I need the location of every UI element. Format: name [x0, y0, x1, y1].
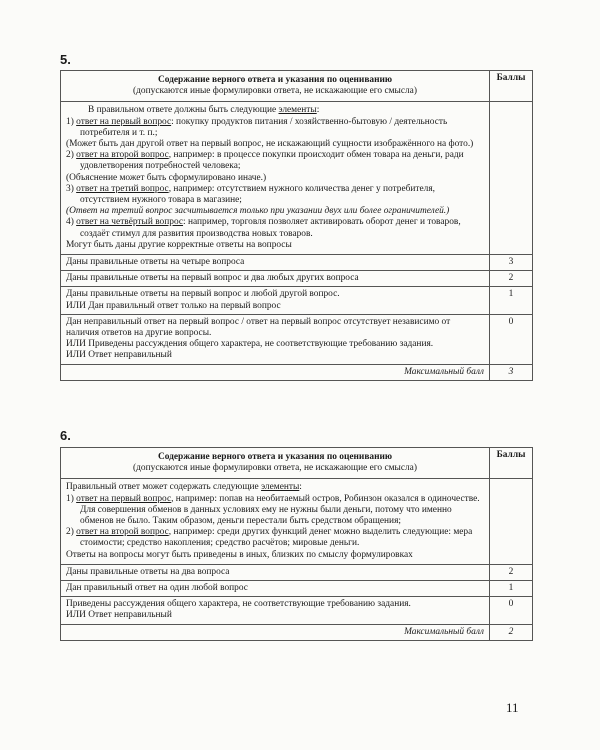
criteria-row: Дан неправильный ответ на первый вопрос / ответ на первый вопрос отсутствует независимо от наличия ответов на другие вопросы. ИЛИ Приведены рассуждения общего характера, не соответствующие требованию задания. ИЛИ Ответ неправильный 0 — [61, 314, 533, 364]
max-score-label: Максимальный балл — [61, 624, 490, 640]
table-header — [61, 71, 490, 102]
criteria-row: Даны правильные ответы на первый вопрос и два любых других вопроса 2 — [61, 271, 533, 287]
criteria-row: Даны правильные ответы на четыре вопроса 3 — [61, 255, 533, 271]
criteria-row: Даны правильные ответы на два вопроса 2 — [61, 564, 533, 580]
elements-link: элементы — [261, 482, 300, 493]
score-header: Баллы — [490, 71, 533, 102]
answer-content: Правильный ответ может содержать следующие элементы: 1) ответ на первый вопрос, например: попав на необитаемый остров, Робинзон оказался в одиночестве. Для совершения обменов в данных условиях ему не нужны были деньги, потому что именно обменов не было. Таким образом, деньги перестали быть средством обращения; 2) ответ на второй вопрос, например: среди других функций денег можно выделить следующие: мера стоимости; средство накопления; средство расчётов; мировые деньги. Ответы на вопросы могут быть приведены в иных, близких по смыслу формулировках — [61, 479, 490, 564]
section-6-number: 6. — [60, 428, 71, 443]
answer-4-label: ответ на четвёртый вопрос — [76, 217, 184, 228]
answer-1-label: ответ на первый вопрос — [76, 493, 172, 504]
section-5-number: 5. — [60, 52, 71, 67]
score-header: Баллы — [490, 448, 533, 479]
criteria-row: Дан правильный ответ на один любой вопрос 1 — [61, 581, 533, 597]
header-title: Содержание верного ответа и указания по оцениванию — [157, 75, 393, 85]
max-score-label: Максимальный балл — [61, 364, 490, 380]
answer-3-note: (Ответ на третий вопрос засчитывается только при указании двух или более ограничителей.) — [66, 206, 450, 217]
answer-2-note: (Объяснение может быть сформулировано иначе.) — [66, 172, 267, 183]
table-header — [61, 448, 490, 479]
max-score-value: 2 — [490, 624, 533, 640]
answer-1-note: (Может быть дан другой ответ на первый вопрос, не искажающий сущности изображённого на фото.) — [66, 139, 474, 150]
outro-text: Могут быть даны другие корректные ответы на вопросы — [66, 239, 292, 250]
answer-2-label: ответ на второй вопрос — [76, 150, 169, 161]
page-number: 11 — [506, 700, 519, 715]
outro-text: Ответы на вопросы могут быть приведены в иных, близких по смыслу формулировках — [66, 549, 413, 560]
section-5-table — [60, 70, 533, 381]
max-score-row — [61, 364, 533, 380]
criteria-row: Даны правильные ответы на первый вопрос и любой другой вопрос. ИЛИ Дан правильный ответ только на первый вопрос 1 — [61, 287, 533, 314]
max-score-row — [61, 624, 533, 640]
header-title: Содержание верного ответа и указания по оцениванию — [157, 452, 393, 462]
header-sub: (допускаются иные формулировки ответа, не искажающие его смысла) — [133, 86, 417, 97]
answer-3-label: ответ на третий вопрос — [76, 183, 169, 194]
max-score-value: 3 — [490, 364, 533, 380]
elements-link: элементы — [278, 105, 317, 116]
header-sub: (допускаются иные формулировки ответа, не искажающие его смысла) — [133, 463, 417, 474]
answer-content: В правильном ответе должны быть следующие элементы: 1) ответ на первый вопрос: покупку продуктов питания / хозяйственно-бытовую / деятельность потребителя и т. п.; (Может быть дан другой ответ на первый вопрос, не искажающий сущности изображённого на фото.) 2) ответ на второй вопрос, например: в процессе покупки происходит обмен товара на деньги, ради удовлетворения потребностей человека; (Объяснение может быть сформулировано иначе.) 3) ответ на третий вопрос, например: отсутствием нужного количества денег у потребителя, отсутствием нужного товара в магазине; (Ответ на третий вопрос засчитывается только при указании двух или более ограничителей.) 4) ответ на четвёртый вопрос: например, торговля позволяет активировать оборот денег и товаров, создаёт стимул для развития производства новых товаров. Могут быть даны другие корректные ответы на вопросы — [61, 102, 490, 255]
answer-1-label: ответ на первый вопрос — [76, 116, 172, 127]
section-6-table — [60, 447, 533, 641]
answer-2-label: ответ на второй вопрос — [76, 527, 169, 538]
criteria-row: Приведены рассуждения общего характера, не соответствующие требованию задания. ИЛИ Ответ неправильный 0 — [61, 597, 533, 624]
